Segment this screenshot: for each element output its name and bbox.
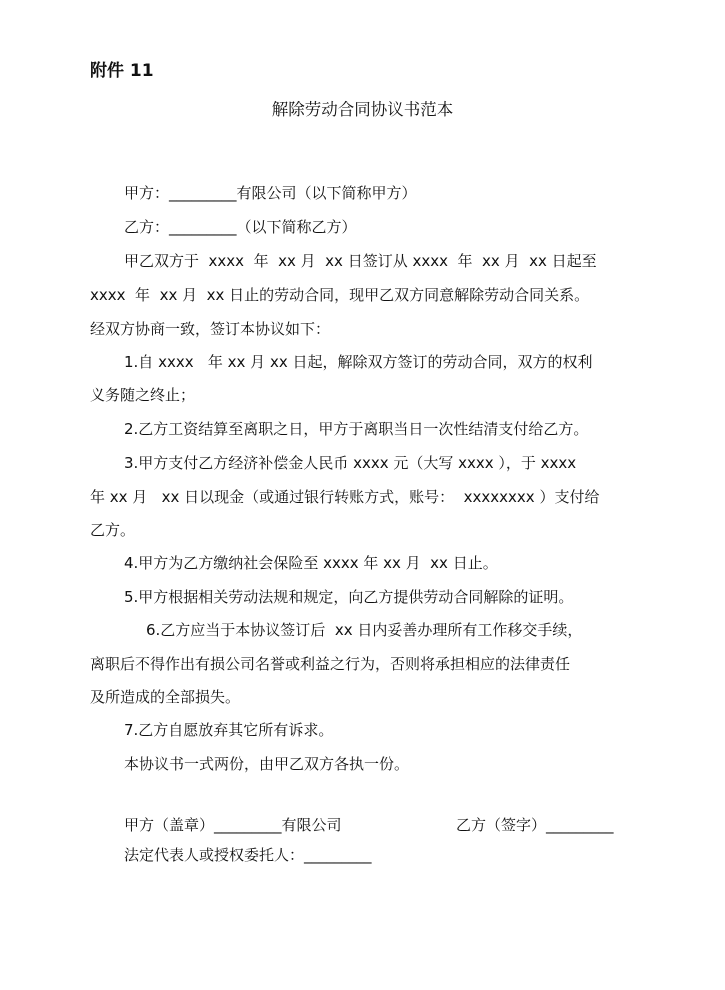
party-a-line: 甲方：_________有限公司（以下简称甲方） [124, 184, 417, 202]
clause-4: 4.甲方为乙方缴纳社会保险至 xxxx 年 xx 月 xx 日止。 [124, 554, 498, 572]
document-title: 解除劳动合同协议书范本 [271, 100, 454, 119]
clause-1-line-1: 1.自 xxxx 年 xx 月 xx 日起，解除双方签订的劳动合同，双方的权利 [124, 353, 593, 371]
clause-2: 2.乙方工资结算至离职之日，甲方于离职当日一次性结清支付给乙方。 [124, 420, 589, 438]
clause-3-line-1: 3.甲方支付乙方经济补偿金人民币 xxxx 元（大写 xxxx ），于 xxxx [124, 454, 577, 472]
clause-1-line-2: 义务随之终止； [90, 386, 196, 404]
attachment-label: 附件 11 [90, 61, 154, 81]
clause-3-line-3: 乙方。 [90, 521, 136, 539]
clause-7: 7.乙方自愿放弃其它所有诉求。 [124, 721, 334, 739]
clause-6-line-2: 离职后不得作出有损公司名誉或利益之行为，否则将承担相应的法律责任 [90, 655, 571, 673]
party-a-signature: 甲方（盖章）_________有限公司 [124, 816, 342, 834]
copies-statement: 本协议书一式两份，由甲乙双方各执一份。 [124, 755, 410, 773]
party-b-signature: 乙方（签字）_________ [456, 816, 614, 834]
clause-5: 5.甲方根据相关劳动法规和规定，向乙方提供劳动合同解除的证明。 [124, 588, 574, 606]
clause-3-line-2: 年 xx 月 xx 日以现金（或通过银行转账方式，账号： xxxxxxxx ）支付给 [90, 488, 600, 506]
intro-line-2: xxxx 年 xx 月 xx 日止的劳动合同，现甲乙双方同意解除劳动合同关系。 [90, 286, 590, 304]
clause-6-line-3: 及所造成的全部损失。 [90, 688, 241, 706]
intro-line-3: 经双方协商一致，签订本协议如下： [90, 320, 331, 338]
party-b-line: 乙方：_________（以下简称乙方） [124, 218, 357, 236]
representative-signature: 法定代表人或授权委托人：_________ [124, 846, 372, 864]
intro-line-1: 甲乙双方于 xxxx 年 xx 月 xx 日签订从 xxxx 年 xx 月 xx 日起至 [124, 252, 597, 270]
clause-6-line-1: 6.乙方应当于本协议签订后 xx 日内妥善办理所有工作移交手续， [146, 621, 583, 639]
